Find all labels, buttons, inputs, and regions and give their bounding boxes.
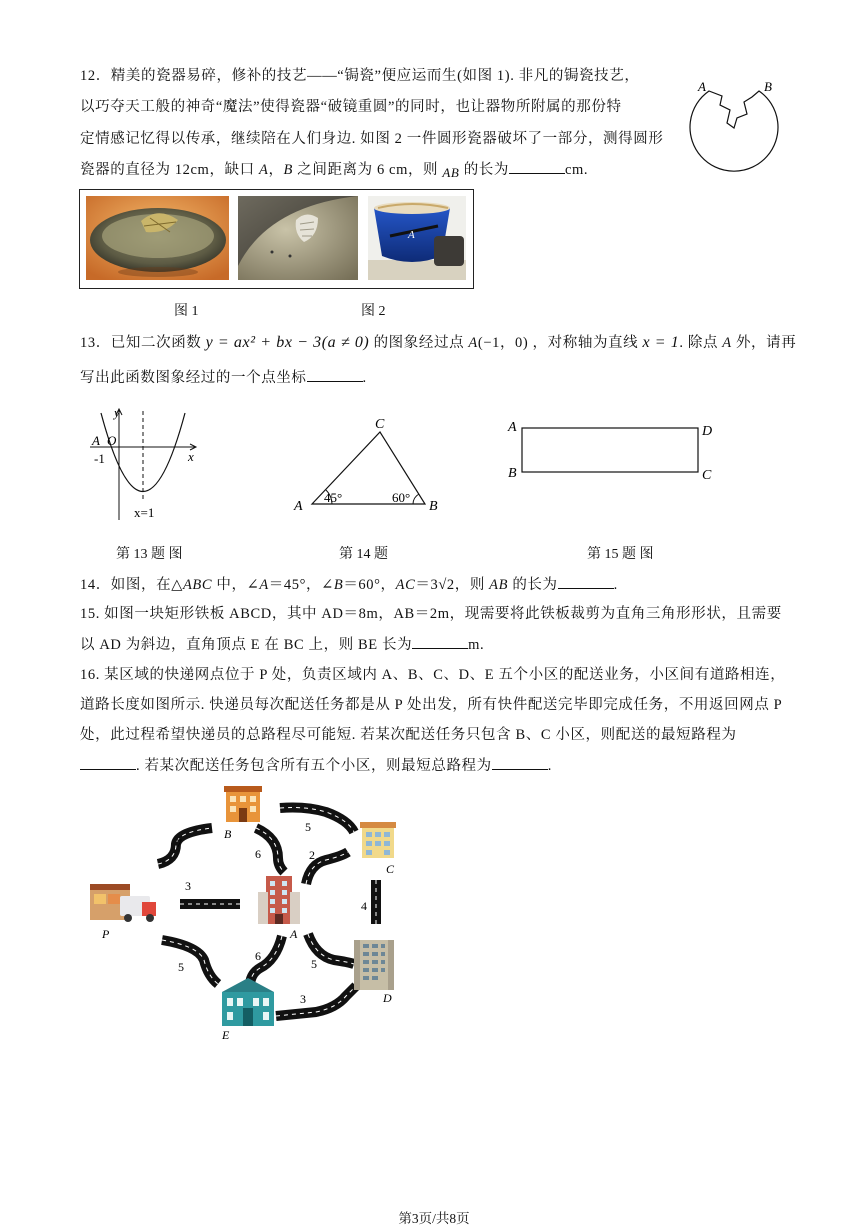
q16-line-3: 处，此过程希望快递员的总路程尽可能短. 若某次配送任务只包含 B、C 小区，则配送的最短路程为 — [80, 727, 737, 743]
broken-circle-figure — [686, 74, 782, 178]
photo3-label-a: A — [408, 229, 415, 241]
angle-b-label: 60° — [392, 490, 411, 505]
depot-p-building — [90, 884, 156, 922]
weight-ae: 6 — [255, 949, 261, 963]
q12-line-1: 12．精美的瓷器易碎，修补的技艺——“锔瓷”便应运而生(如图 1). 非凡的锔瓷技艺， — [80, 68, 640, 84]
building-d — [354, 940, 394, 990]
graph-label-x: x — [188, 449, 194, 464]
answer-blank-q12 — [509, 159, 565, 174]
q12-line-3: 定情感记忆得以传承，继续陪在人们身边. 如图 2 一件圆形瓷器破坏了一部分，测得圆形 — [80, 131, 664, 147]
q16-delivery-map — [80, 780, 420, 1050]
q16-line-2: 道路长度如图所示. 快递员每次配送任务都是从 P 处出发，所有快件配送完毕即完成任务，不用返回网点 P — [80, 697, 783, 713]
map-label-d: D — [383, 991, 392, 1005]
photo-cup-3 — [368, 196, 466, 280]
q15-line-2: 以 AD 为斜边，直角顶点 E 在 BC 上，则 BE 长为 m. — [80, 634, 484, 655]
q14-caption: 第 14 题 — [339, 547, 388, 562]
weight-ed: 3 — [300, 992, 306, 1006]
rect-label-a: A — [508, 420, 517, 435]
q13-line-2: 写出此函数图象经过的一个点坐标 . — [80, 367, 367, 388]
weight-bc: 5 — [305, 820, 311, 834]
q14-line-1: 14．如图，在△ABC 中，∠A＝45°，∠B＝60°，AC＝3√2，则 AB 的长为 . — [80, 574, 618, 595]
weight-ad: 5 — [311, 957, 317, 971]
building-a — [258, 876, 300, 924]
weight-pe: 5 — [178, 960, 184, 974]
graph-label-neg1: -1 — [94, 451, 105, 466]
q12-line-2: 以巧夺天工般的神奇“魔法”使得瓷器“破镜重圆”的同时，也让器物所附属的那份特 — [80, 99, 622, 115]
q14-triangle-figure — [290, 412, 440, 516]
photo-frame — [79, 189, 474, 289]
map-label-b: B — [224, 827, 232, 841]
angle-a-label: 45° — [324, 490, 343, 505]
building-b — [224, 786, 262, 822]
q13-caption: 第 13 题 图 — [116, 547, 183, 562]
weight-ac: 2 — [309, 848, 315, 862]
photo-bowl-2 — [238, 196, 358, 280]
answer-blank-q14 — [558, 574, 614, 589]
rect-label-b: B — [508, 466, 517, 481]
weight-cd: 4 — [361, 899, 367, 913]
map-label-a: A — [290, 927, 298, 941]
building-c — [360, 822, 396, 858]
circle-label-a: A — [698, 79, 706, 94]
q15-caption: 第 15 题 图 — [587, 547, 654, 562]
fig1-caption: 图 1 — [174, 304, 199, 319]
weight-ba: 6 — [255, 847, 261, 861]
graph-label-axis: x=1 — [134, 505, 155, 520]
graph-label-a: A — [92, 433, 100, 448]
graph-label-y: y — [114, 405, 120, 420]
q12-line-4: 瓷器的直径为 12cm，缺口 A，B 之间距离为 6 cm，则 AB 的长为 cm. — [80, 159, 588, 183]
answer-blank-q16-b — [492, 755, 548, 770]
map-label-e: E — [222, 1028, 230, 1042]
weight-pb: 7 — [176, 836, 182, 850]
page-footer: 第3页/共8页 — [398, 1211, 470, 1226]
answer-blank-q15 — [412, 634, 468, 649]
q13-line-1: 13．已知二次函数 y = ax² + bx − 3(a ≠ 0) 的图象经过点 A(−1，0) ，对称轴为直线 x = 1. 除点 A 外，请再 — [80, 334, 797, 351]
fig2-caption: 图 2 — [361, 304, 386, 319]
q16-line-1: 16. 某区域的快递网点位于 P 处，负责区域内 A、B、C、D、E 五个小区的配送业务，小区间有道路相连， — [80, 667, 786, 683]
q16-line-4: . 若某次配送任务包含所有五个小区，则最短总路程为 . — [80, 755, 552, 776]
q13-parabola-graph — [88, 405, 203, 523]
building-e — [222, 978, 274, 1026]
graph-label-o: O — [107, 433, 117, 448]
rect-label-c: C — [702, 468, 712, 483]
answer-blank-q13 — [307, 367, 363, 382]
map-label-c: C — [386, 862, 395, 876]
triangle-label-c: C — [375, 417, 385, 432]
rect-label-d: D — [702, 424, 713, 439]
q15-line-1: 15. 如图一块矩形铁板 ABCD，其中 AD＝8m，AB＝2m，现需要将此铁板裁剪为直角三角形形状，且需要 — [80, 606, 782, 622]
weight-pa: 3 — [185, 879, 191, 893]
map-label-p: P — [102, 927, 110, 941]
triangle-label-b: B — [429, 499, 438, 514]
answer-blank-q16-a — [80, 755, 136, 770]
circle-label-b: B — [764, 79, 772, 94]
triangle-label-a: A — [294, 499, 303, 514]
q15-rectangle-figure — [504, 415, 726, 485]
photo-bowl-1 — [86, 196, 229, 280]
